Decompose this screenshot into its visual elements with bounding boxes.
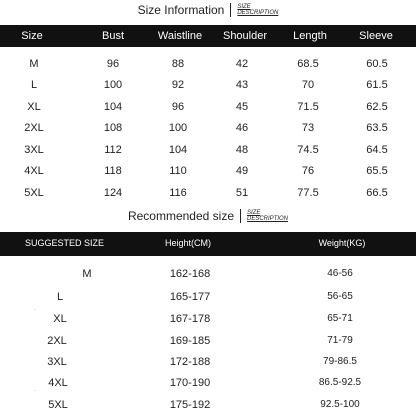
cell-bust: 118 (104, 165, 122, 177)
table-row (0, 375, 416, 395)
cell-waistline: 88 (171, 58, 185, 70)
cell-length: 70 (301, 79, 315, 91)
cell-length: 73 (301, 122, 315, 134)
cell-bust: 104 (103, 101, 123, 113)
cell-height: 170-190 (169, 377, 211, 389)
cell-bust: 124 (103, 187, 123, 199)
cell-suggested-size: M (82, 268, 92, 280)
cell-size: 3XL (24, 144, 44, 156)
cell-shoulder: 48 (235, 144, 249, 156)
cell-waistline: 100 (168, 122, 188, 134)
table-row (0, 56, 416, 76)
cell-length: 74.5 (297, 144, 319, 156)
col-sleeve: Sleeve (359, 30, 393, 42)
cell-weight: 92.5-100 (320, 399, 360, 410)
cell-suggested-size: 2XL (47, 335, 67, 347)
cell-sleeve: 60.5 (366, 58, 388, 70)
table-row (0, 354, 416, 374)
cell-weight: 46-56 (327, 268, 353, 279)
cell-size: L (30, 79, 38, 91)
cell-height: 162-168 (169, 268, 211, 280)
table-row (0, 120, 416, 140)
col-bust: Bust (101, 30, 125, 42)
cell-waistline: 92 (171, 79, 185, 91)
title-divider (240, 209, 241, 223)
cell-waistline: 104 (168, 144, 188, 156)
cell-size: 4XL (24, 165, 44, 177)
cell-suggested-size: L (56, 291, 64, 303)
cell-height: 165-177 (169, 291, 211, 303)
table-row (0, 77, 416, 97)
cell-weight: 79-86.5 (323, 356, 357, 367)
size-table-header (0, 25, 416, 47)
cell-sleeve: 66.5 (366, 187, 388, 199)
cell-height: 167-178 (169, 313, 211, 325)
size-description-label (237, 4, 278, 16)
table-row (0, 311, 416, 331)
col-length: Length (293, 30, 327, 42)
size-information-title (0, 3, 416, 17)
cell-sleeve: 64.5 (366, 144, 388, 156)
cell-shoulder: 51 (235, 187, 249, 199)
size-information-heading: Size Information (137, 3, 225, 17)
table-row (0, 333, 416, 353)
col-height: Height(CM) (164, 238, 212, 248)
recommended-size-heading: Recommended size (127, 209, 235, 223)
cell-waistline: 110 (169, 165, 187, 177)
table-row (0, 185, 416, 205)
cell-bust: 96 (106, 58, 120, 70)
cell-shoulder: 43 (235, 79, 249, 91)
cell-length: 77.5 (297, 187, 319, 199)
cell-height: 172-188 (169, 356, 211, 368)
cell-weight: 86.5-92.5 (318, 377, 362, 388)
cell-bust: 108 (103, 122, 123, 134)
col-waistline: Waistline (157, 30, 203, 42)
decorative-dot: · (34, 388, 36, 394)
cell-suggested-size: 5XL (48, 399, 68, 411)
cell-shoulder: 46 (235, 122, 249, 134)
cell-height: 169-185 (169, 335, 211, 347)
decorative-dot: · (34, 307, 36, 313)
cell-sleeve: 63.5 (366, 122, 388, 134)
table-row (0, 289, 416, 309)
cell-size: XL (27, 101, 41, 113)
cell-suggested-size: 4XL (48, 377, 68, 389)
col-weight: Weight(KG) (318, 238, 366, 248)
cell-size: M (29, 58, 39, 70)
cell-weight: 65-71 (327, 313, 353, 324)
cell-suggested-size: 3XL (47, 356, 67, 368)
cell-weight: 71-79 (327, 335, 353, 346)
title-divider (230, 3, 231, 17)
col-suggested-size: SUGGESTED SIZE (25, 238, 105, 248)
recommended-table-header (0, 232, 416, 256)
cell-length: 71.5 (297, 101, 319, 113)
size-description-line2: DESCRIPTION (247, 216, 289, 222)
table-row (0, 397, 416, 417)
table-row (0, 142, 416, 162)
cell-height: 175-192 (169, 399, 211, 411)
cell-weight: 56-65 (327, 291, 353, 302)
size-description-line2: DESCRIPTION (237, 10, 279, 16)
cell-waistline: 96 (171, 101, 185, 113)
cell-shoulder: 49 (235, 165, 249, 177)
cell-bust: 100 (103, 79, 123, 91)
cell-waistline: 116 (169, 187, 187, 199)
col-shoulder: Shoulder (222, 30, 268, 42)
cell-size: 5XL (24, 187, 44, 199)
size-description-label (247, 210, 288, 222)
cell-sleeve: 62.5 (366, 101, 388, 113)
size-description-line1: SIZE (247, 210, 261, 216)
table-row (0, 99, 416, 119)
table-row (0, 266, 416, 286)
size-description-line1: SIZE (237, 4, 251, 10)
cell-length: 76 (301, 165, 315, 177)
col-size: Size (21, 30, 43, 42)
cell-shoulder: 42 (235, 58, 249, 70)
cell-sleeve: 65.5 (366, 165, 388, 177)
cell-size: 2XL (24, 122, 44, 134)
table-row (0, 163, 416, 183)
cell-sleeve: 61.5 (366, 79, 388, 91)
cell-length: 68.5 (297, 58, 319, 70)
recommended-size-title (0, 209, 416, 223)
cell-shoulder: 45 (235, 101, 249, 113)
cell-bust: 112 (104, 144, 122, 156)
cell-suggested-size: XL (53, 313, 67, 325)
